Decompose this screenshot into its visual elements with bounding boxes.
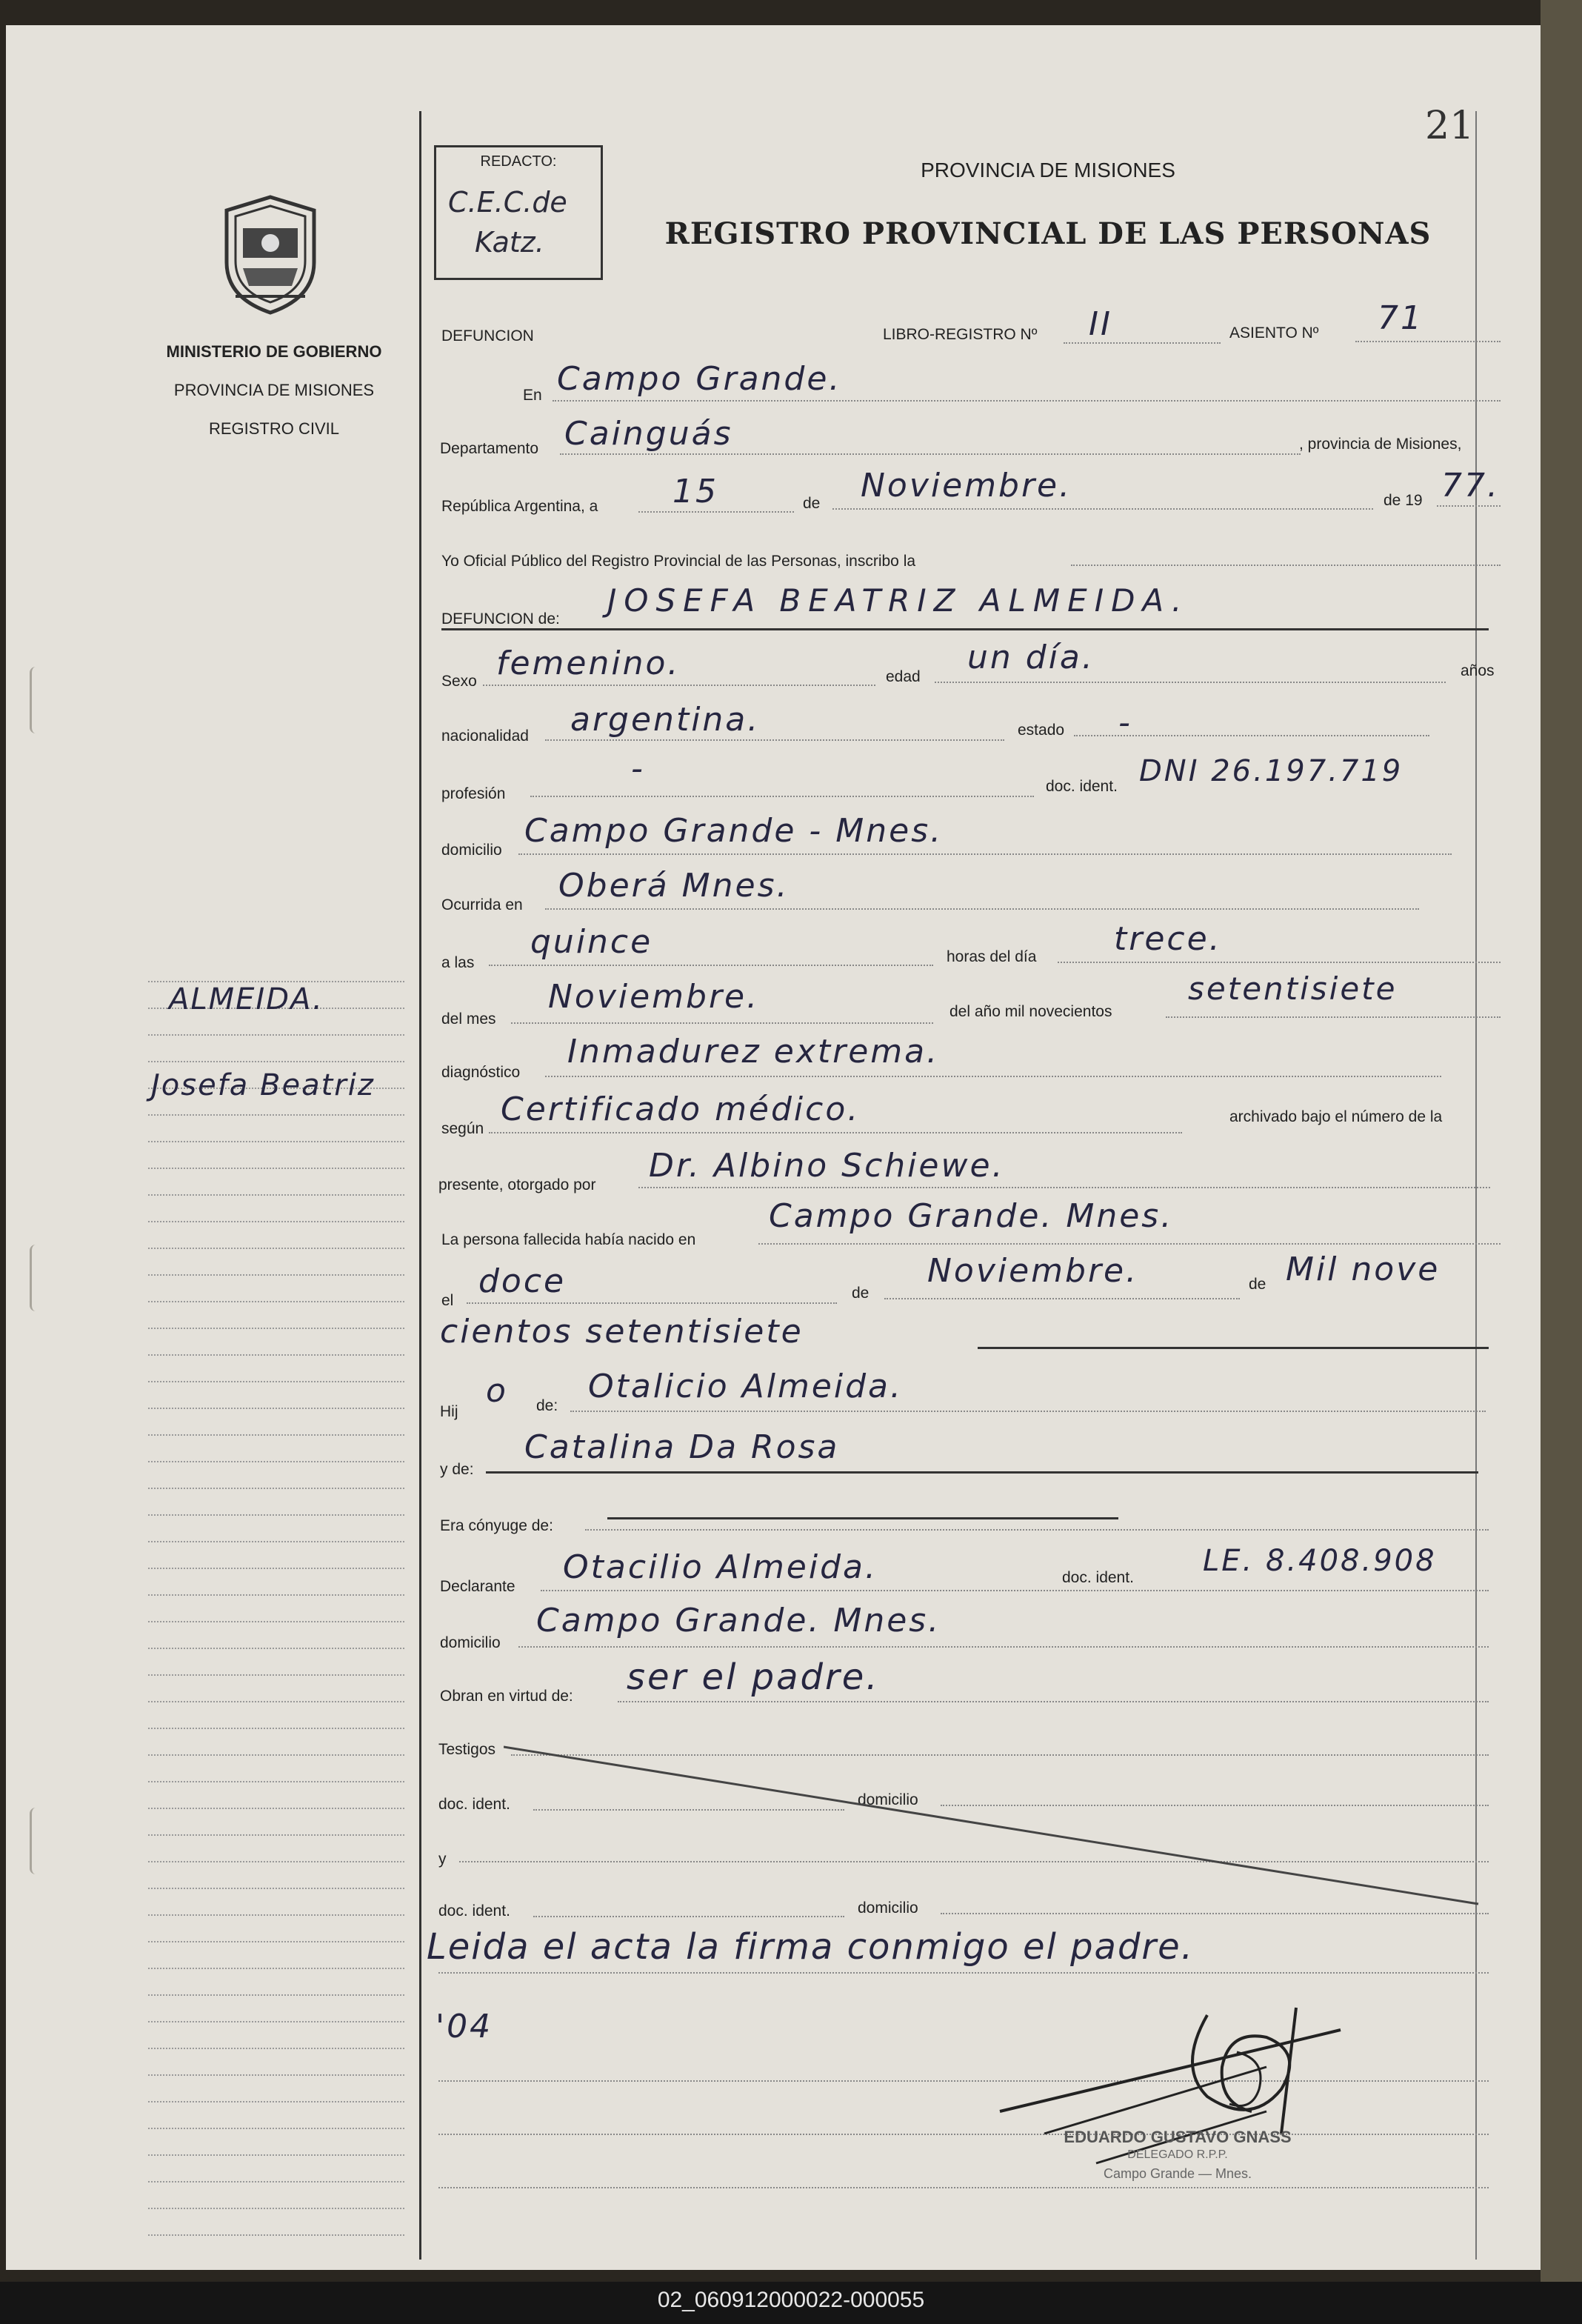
presente-label: presente, otorgado por: [438, 1176, 596, 1193]
nac-anio-a: Mil nove: [1286, 1251, 1441, 1288]
redacto-box: [434, 145, 603, 280]
dotted-line: [553, 400, 1501, 402]
index-dotted-line: [148, 2021, 404, 2022]
conyuge-label: Era cónyuge de:: [440, 1517, 553, 1534]
edad-value: un día.: [967, 639, 1095, 676]
index-dotted-line: [148, 1861, 404, 1862]
province-title: PROVINCIA DE MISIONES: [173, 381, 375, 399]
nacionalidad-value: argentina.: [570, 701, 761, 739]
departamento-value: Cainguás: [564, 415, 733, 453]
sexo-value: femenino.: [496, 645, 681, 682]
dotted-line: [1064, 342, 1221, 344]
act-type-label: DEFUNCION: [441, 327, 534, 344]
underline: [978, 1347, 1489, 1349]
index-dotted-line: [148, 1488, 404, 1489]
image-identifier: 02_060912000022-000055: [657, 2288, 925, 2312]
stamp-role: DELEGADO R.P.P.: [1127, 2148, 1228, 2161]
index-dotted-line: [148, 1168, 404, 1169]
index-dotted-line: [148, 1914, 404, 1916]
dotted-line: [935, 682, 1446, 683]
index-dotted-line: [148, 1354, 404, 1356]
dotted-line: [511, 1022, 933, 1024]
index-dotted-line: [148, 2181, 404, 2183]
domicilio-label: domicilio: [441, 842, 502, 859]
dotted-line: [560, 453, 1301, 455]
edad-label: edad: [886, 668, 921, 685]
dotted-line: [483, 685, 875, 686]
doc-ident2-label: doc. ident.: [1062, 1569, 1134, 1586]
dotted-line: [467, 1302, 837, 1304]
de2-label: de: [852, 1285, 870, 1302]
registry-heading: REGISTRO PROVINCIAL DE LAS PERSONAS: [664, 216, 1432, 251]
libro-label: LIBRO-REGISTRO Nº: [883, 326, 1038, 343]
testigos-label: Testigos: [438, 1741, 496, 1758]
index-dotted-line: [148, 1968, 404, 1969]
frame-rule: [1475, 111, 1477, 2260]
testigo2-dom-label: domicilio: [858, 1900, 918, 1917]
index-dotted-line: [148, 1514, 404, 1516]
nacionalidad-label: nacionalidad: [441, 728, 529, 745]
de3-label: de: [1249, 1276, 1266, 1293]
index-dotted-line: [148, 1781, 404, 1782]
redacto-initials: C.E.C.de: [448, 186, 567, 219]
dotted-line: [758, 1243, 1501, 1245]
index-dotted-line: [148, 1888, 404, 1889]
index-dotted-line: [148, 1541, 404, 1542]
dotted-line: [1166, 1016, 1501, 1018]
defuncion-de-label: DEFUNCION de:: [441, 610, 560, 627]
declarante-label: Declarante: [440, 1578, 515, 1595]
index-surname: ALMEIDA.: [169, 982, 324, 1016]
departamento-label: Departamento: [440, 440, 539, 457]
estado-value: -: [1118, 704, 1132, 742]
province-heading: PROVINCIA DE MISIONES: [921, 159, 1175, 182]
binding-stitch: [30, 1245, 42, 1311]
year-value: 77.: [1441, 467, 1500, 505]
index-dotted-line: [148, 2074, 404, 2076]
index-dotted-line: [148, 2101, 404, 2102]
closing-mark: '04: [435, 2008, 493, 2045]
index-dotted-line: [148, 1301, 404, 1302]
underline: [486, 1471, 1478, 1474]
book-edge: [1541, 0, 1582, 2282]
index-dotted-line: [148, 1434, 404, 1436]
dotted-line: [884, 1298, 1240, 1299]
de-label: de: [803, 495, 821, 512]
anio-muerte-value: setentisiete: [1188, 970, 1398, 1007]
dotted-line: [489, 965, 933, 966]
dotted-line: [1437, 505, 1501, 507]
testigo2-doc-label: doc. ident.: [438, 1902, 510, 1920]
dotted-line: [585, 1529, 1489, 1531]
redacto-name: Katz.: [475, 226, 544, 259]
index-dotted-line: [148, 1941, 404, 1942]
dotted-line: [1355, 341, 1501, 342]
index-dotted-line: [148, 1274, 404, 1276]
month-value: Noviembre.: [861, 467, 1072, 505]
estado-label: estado: [1018, 722, 1065, 739]
anios-label: años: [1461, 662, 1495, 679]
index-dotted-line: [148, 1994, 404, 1996]
index-dotted-line: [148, 2154, 404, 2156]
nacido-label: La persona fallecida había nacido en: [441, 1231, 696, 1248]
nac-mes-value: Noviembre.: [927, 1252, 1139, 1290]
index-dotted-line: [148, 1568, 404, 1569]
dotted-line: [518, 1646, 1489, 1648]
de4-label: de:: [536, 1397, 558, 1414]
dotted-line: [518, 853, 1452, 855]
dotted-line: [489, 1132, 1182, 1133]
republica-label: República Argentina, a: [441, 498, 598, 515]
segun-label: según: [441, 1120, 484, 1137]
index-dotted-line: [148, 2128, 404, 2129]
index-dotted-line: [148, 1594, 404, 1596]
testigo1-dom-label: domicilio: [858, 1791, 918, 1808]
asiento-value: 71: [1378, 299, 1424, 337]
underline: [441, 628, 1489, 630]
nac-anio-b: cientos setentisiete: [440, 1313, 804, 1351]
domicilio2-value: Campo Grande. Mnes.: [536, 1602, 941, 1639]
segun-value: Certificado médico.: [501, 1091, 861, 1128]
hij-value: o: [486, 1372, 508, 1410]
index-dotted-line: [148, 1114, 404, 1116]
doc-ident-label: doc. ident.: [1046, 778, 1118, 795]
binding-stitch: [30, 1808, 42, 1874]
profesion-value: -: [631, 750, 645, 788]
dotted-line: [530, 796, 1034, 797]
anio-mil-label: del año mil novecientos: [949, 1003, 1112, 1020]
dotted-line: [533, 1916, 844, 1917]
dotted-line: [545, 739, 1004, 741]
dotted-line: [638, 511, 794, 513]
madre-value: Catalina Da Rosa: [524, 1428, 840, 1466]
hora-value: quince: [530, 923, 653, 961]
binding-stitch: [30, 667, 42, 733]
index-dotted-line: [148, 1648, 404, 1649]
dotted-line: [618, 1701, 1489, 1702]
doc-ident2-value: LE. 8.408.908: [1203, 1544, 1437, 1578]
index-dotted-line: [148, 1381, 404, 1382]
testigo1-doc-label: doc. ident.: [438, 1796, 510, 1813]
y-de-label: y de:: [440, 1461, 474, 1478]
dotted-line: [1058, 962, 1501, 963]
index-dotted-line: [148, 1461, 404, 1462]
dotted-line: [941, 1913, 1489, 1914]
ocurrida-label: Ocurrida en: [441, 896, 523, 913]
index-dotted-line: [148, 1328, 404, 1329]
provincia-suffix: , provincia de Misiones,: [1299, 436, 1462, 453]
underline: [607, 1517, 1118, 1519]
nacido-value: Campo Grande. Mnes.: [769, 1197, 1174, 1235]
en-label: En: [523, 387, 542, 404]
index-dotted-line: [148, 1834, 404, 1836]
ocurrida-value: Oberá Mnes.: [558, 867, 790, 905]
strike-line: [504, 1745, 1481, 1908]
dia-muerte-value: trece.: [1114, 920, 1222, 958]
year-prefix: de 19: [1384, 492, 1423, 509]
a-las-label: a las: [441, 954, 475, 971]
index-dotted-line: [148, 2234, 404, 2236]
yo-oficial-text: Yo Oficial Público del Registro Provincial de las Personas, inscribo la: [441, 553, 916, 570]
libro-value: II: [1089, 305, 1112, 343]
hij-label: Hij: [440, 1403, 458, 1420]
stamp-name: EDUARDO GUSTAVO GNASS: [1064, 2128, 1292, 2146]
sexo-label: Sexo: [441, 673, 477, 690]
index-dotted-line: [148, 1034, 404, 1036]
index-dotted-line: [148, 1061, 404, 1062]
doc-ident-value: DNI 26.197.719: [1139, 754, 1404, 788]
index-dotted-line: [148, 1754, 404, 1756]
domicilio-value: Campo Grande - Mnes.: [524, 812, 944, 850]
index-dotted-line: [148, 1728, 404, 1729]
otorgado-value: Dr. Albino Schiewe.: [649, 1147, 1005, 1185]
el-label: el: [441, 1292, 454, 1309]
y-label: y: [438, 1851, 447, 1868]
obran-value: ser el padre.: [627, 1657, 880, 1698]
index-dotted-line: [148, 1408, 404, 1409]
province-seal-icon: [221, 194, 320, 316]
profesion-label: profesión: [441, 785, 506, 802]
dotted-line: [545, 1076, 1441, 1077]
horas-dia-label: horas del día: [947, 948, 1037, 965]
dotted-line: [541, 1590, 1489, 1591]
dotted-line: [545, 908, 1419, 910]
archivado-label: archivado bajo el número de la: [1229, 1108, 1443, 1125]
stamp-place: Campo Grande — Mnes.: [1103, 2166, 1252, 2181]
diagnostico-value: Inmadurez extrema.: [567, 1033, 940, 1071]
index-dotted-line: [148, 1674, 404, 1676]
index-dotted-line: [148, 1621, 404, 1622]
en-value: Campo Grande.: [557, 360, 842, 398]
day-value: 15: [672, 473, 718, 510]
index-dotted-line: [148, 1221, 404, 1222]
domicilio2-label: domicilio: [440, 1634, 501, 1651]
dotted-line: [832, 508, 1373, 510]
dotted-line: [638, 1187, 1490, 1188]
index-dotted-line: [148, 1194, 404, 1196]
ministry-title: MINISTERIO DE GOBIERNO: [166, 342, 382, 361]
index-dotted-line: [148, 2048, 404, 2049]
index-dotted-line: [148, 2208, 404, 2209]
dotted-line: [1071, 565, 1501, 566]
index-given-names: Josefa Beatriz: [151, 1068, 375, 1102]
nac-dia-value: doce: [478, 1262, 567, 1300]
dotted-line: [438, 1972, 1489, 1974]
padre-value: Otalicio Almeida.: [588, 1368, 903, 1405]
page-number: 21: [1425, 104, 1475, 148]
dotted-line: [570, 1411, 1486, 1412]
obran-label: Obran en virtud de:: [440, 1688, 573, 1705]
diagnostico-label: diagnóstico: [441, 1064, 521, 1081]
index-dotted-line: [148, 1701, 404, 1702]
asiento-label: ASIENTO Nº: [1229, 324, 1319, 342]
closing-statement: Leida el acta la firma conmigo el padre.: [427, 1926, 1194, 1968]
index-dotted-line: [148, 1141, 404, 1142]
index-dotted-line: [148, 1248, 404, 1249]
registry-title: REGISTRO CIVIL: [208, 419, 340, 438]
redacto-label: REDACTO:: [480, 153, 557, 170]
del-mes-label: del mes: [441, 1010, 496, 1028]
index-dotted-line: [148, 1808, 404, 1809]
declarante-value: Otacilio Almeida.: [563, 1548, 878, 1586]
deceased-name: JOSEFA BEATRIZ ALMEIDA.: [607, 582, 1189, 619]
mes-muerte-value: Noviembre.: [548, 978, 760, 1016]
